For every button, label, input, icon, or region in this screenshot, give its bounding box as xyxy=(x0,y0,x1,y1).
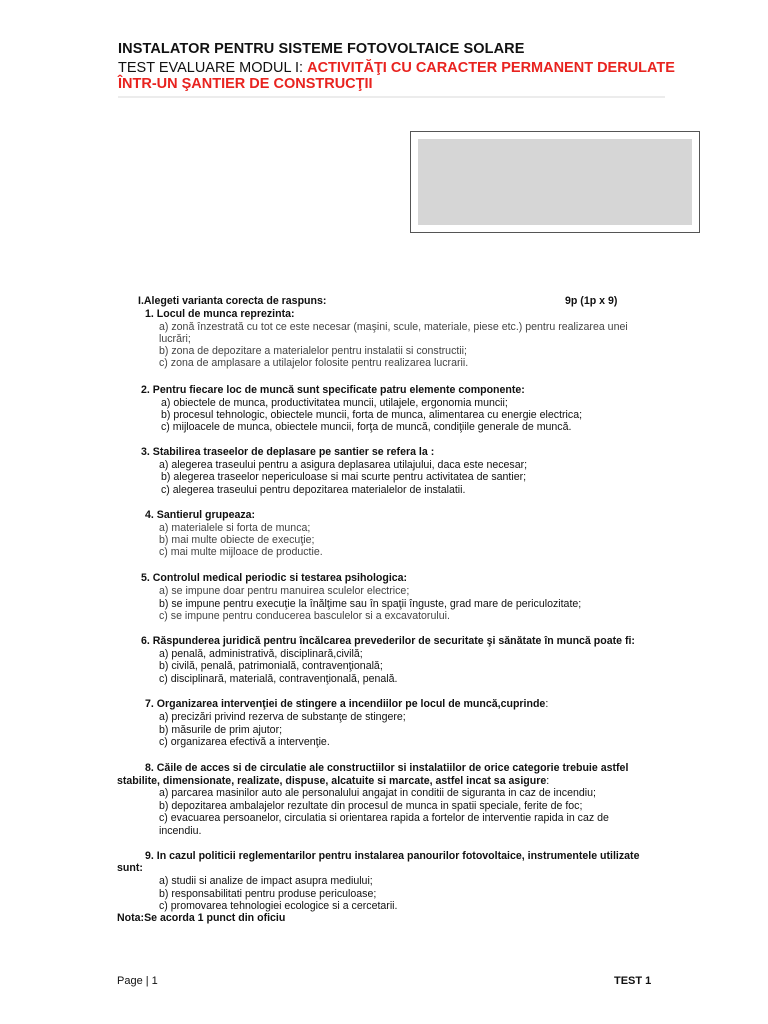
question-4-option-a: a) materialele si forta de munca; xyxy=(159,522,311,534)
subtitle-prefix: TEST EVALUARE MODUL I: xyxy=(118,60,308,76)
question-8-title: 8. Căile de acces si de circulatie ale constructiilor si instalatiilor de orice categorie trebuie astfel xyxy=(145,762,629,774)
question-3-option-b: b) alegerea traseelor nepericuloase si mai scurte pentru activitatea de santier; xyxy=(161,471,527,483)
question-7-title-suffix: : xyxy=(545,698,549,710)
question-1-option-c: c) zona de amplasare a utilajelor folosite pentru realizarea lucrarii. xyxy=(159,357,469,369)
question-7-title-line xyxy=(145,698,548,711)
question-1-option-a: a) zonă înzestrată cu tot ce este necesar (maşini, scule, materiale, piese etc.) pentru realizarea unei xyxy=(159,321,628,333)
page-number: Page | 1 xyxy=(117,975,158,987)
question-1-title: 1. Locul de munca reprezinta: xyxy=(145,308,295,320)
question-6-title: 6. Răspunderea juridică pentru încălcarea prevederilor de securitate şi sănătate în muncă poate fi: xyxy=(141,635,635,647)
question-9-option-c: c) promovarea tehnologiei ecologice si a cercetarii. xyxy=(159,900,398,912)
photo-placeholder xyxy=(418,139,692,225)
question-4-option-b: b) mai multe obiecte de execuţie; xyxy=(159,534,315,546)
question-5-title: 5. Controlul medical periodic si testarea psihologica: xyxy=(141,572,408,584)
question-5-option-a: a) se impune doar pentru manuirea sculelor electrice; xyxy=(159,585,410,597)
question-8-option-c: c) evacuarea persoanelor, circulatia si orientarea rapida a fortelor de interventie rapida in caz de xyxy=(159,812,609,824)
question-2-option-b: b) procesul tehnologic, obiectele muncii, forta de munca, alimentarea cu energie electrica; xyxy=(161,409,583,421)
document-title: INSTALATOR PENTRU SISTEME FOTOVOLTAICE SOLARE xyxy=(118,41,525,57)
subtitle-red-line-2: ÎNTR-UN ŞANTIER DE CONSTRUCŢII xyxy=(118,76,373,92)
question-1-option-a-cont: lucrări; xyxy=(159,333,191,345)
document-subtitle xyxy=(118,60,675,76)
question-7-option-a: a) precizări privind rezerva de substanţe de stingere; xyxy=(159,711,406,723)
question-6-option-c: c) disciplinară, materială, contravenţională, penală. xyxy=(159,673,398,685)
question-4-title: 4. Santierul grupeaza: xyxy=(145,509,256,521)
note: Nota:Se acorda 1 punct din oficiu xyxy=(117,912,286,924)
question-8-title-cont: stabilite, dimensionate, realizate, dispuse, alcatuite si marcate, astfel incat sa asigure xyxy=(117,775,547,787)
question-2-option-c: c) mijloacele de munca, obiectele muncii, forţa de muncă, condiţiile generale de muncă. xyxy=(161,421,572,433)
question-9-title: 9. In cazul politicii reglementarilor pentru instalarea panourilor fotovoltaice, instrumentele utilizate xyxy=(145,850,640,862)
question-8-option-b: b) depozitarea ambalajelor rezultate din procesul de munca in spatii speciale, ferite de foc; xyxy=(159,800,583,812)
question-3-title: 3. Stabilirea traseelor de deplasare pe santier se refera la : xyxy=(141,446,435,458)
section-points: 9p (1p x 9) xyxy=(565,295,618,307)
test-label: TEST 1 xyxy=(614,975,652,987)
question-9-option-b: b) responsabilitati pentru produse periculoase; xyxy=(159,888,377,900)
question-7-option-c: c) organizarea efectivă a intervenţie. xyxy=(159,736,330,748)
question-3-option-c: c) alegerea traseului pentru depozitarea materialelor de instalatii. xyxy=(161,484,466,496)
header-divider xyxy=(118,96,665,98)
question-8-title-suffix: : xyxy=(546,775,550,787)
question-8-option-c-cont: incendiu. xyxy=(159,825,202,837)
question-6-option-a: a) penală, administrativă, disciplinară,civilă; xyxy=(159,648,363,660)
subtitle-red-line-1: ACTIVITĂŢI CU CARACTER PERMANENT DERULATE xyxy=(307,60,675,76)
question-5-option-b: b) se impune pentru execuţie la înălţime sau în spaţii înguste, grad mare de periculozitate; xyxy=(159,598,582,610)
question-7-title: 7. Organizarea intervenţiei de stingere a incendiilor pe locul de muncă,cuprinde xyxy=(145,698,546,710)
question-9-title-cont: sunt: xyxy=(117,862,143,874)
question-9-option-a: a) studii si analize de impact asupra mediului; xyxy=(159,875,373,887)
section-title: I.Alegeti varianta corecta de raspuns: xyxy=(138,295,327,307)
question-4-option-c: c) mai multe mijloace de productie. xyxy=(159,546,323,558)
question-3-option-a: a) alegerea traseului pentru a asigura deplasarea utilajului, daca este necesar; xyxy=(159,459,528,471)
question-6-option-b: b) civilă, penală, patrimonială, contravenţională; xyxy=(159,660,383,672)
question-2-title: 2. Pentru fiecare loc de muncă sunt specificate patru elemente componente: xyxy=(141,384,525,396)
question-2-option-a: a) obiectele de munca, productivitatea muncii, utilajele, ergonomia muncii; xyxy=(161,397,508,409)
question-5-option-c: c) se impune pentru conducerea basculelor si a excavatorului. xyxy=(159,610,450,622)
question-8-option-a: a) parcarea masinilor auto ale personalului angajat in conditii de siguranta in caz de incendiu; xyxy=(159,787,596,799)
question-7-option-b: b) măsurile de prim ajutor; xyxy=(159,724,283,736)
question-1-option-b: b) zona de depozitare a materialelor pentru instalatii si constructii; xyxy=(159,345,467,357)
